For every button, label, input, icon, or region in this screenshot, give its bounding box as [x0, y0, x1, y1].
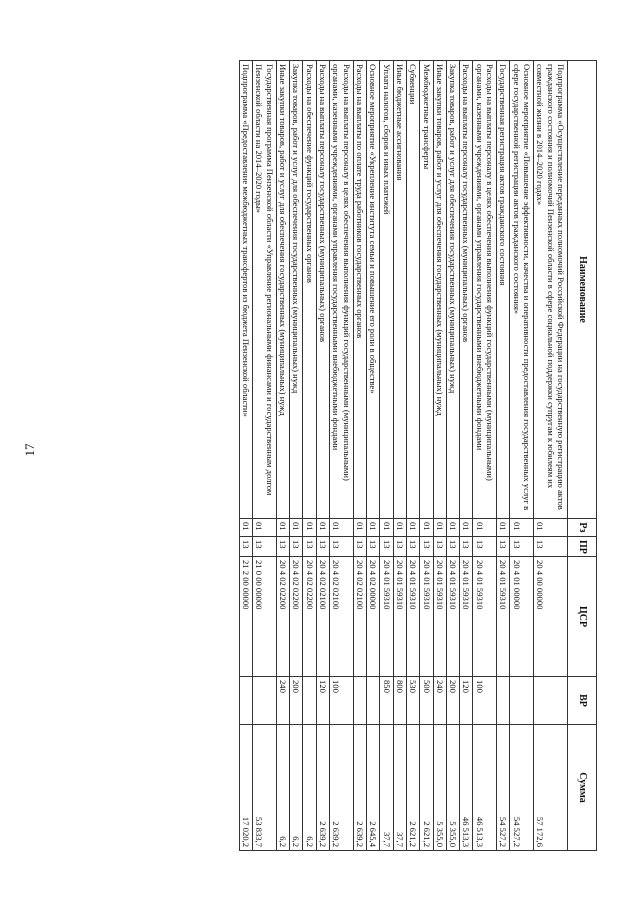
- cell-rz: 01: [510, 519, 534, 537]
- cell-sum: 46 513,3: [473, 725, 497, 851]
- cell-csr: 20 4 01 59310: [393, 557, 406, 677]
- cell-csr: 21 2 00 00000: [239, 557, 252, 677]
- cell-sum: 2 645,4: [367, 725, 380, 851]
- table-row: [253, 61, 277, 851]
- cell-pr: 13: [460, 537, 473, 557]
- cell-name: Расходы на выплаты персоналу государственных (муниципальных) органов: [460, 61, 473, 519]
- cell-vr: [510, 677, 534, 725]
- cell-name: Межбюджетные трансферты: [420, 61, 433, 519]
- cell-name: Основное мероприятие «Повышение эффективности, качества и оперативности предоставления государственных услуг в сфере государственной регистрации актов гражданского состояния»: [510, 61, 534, 519]
- cell-vr: 240: [433, 677, 446, 725]
- cell-pr: 13: [497, 537, 510, 557]
- cell-csr: 20 4 01 00000: [510, 557, 534, 677]
- cell-sum: 53 833,7: [253, 725, 277, 851]
- cell-name: Расходы на выплаты персоналу государственных (муниципальных) органов: [316, 61, 329, 519]
- cell-vr: [253, 677, 277, 725]
- cell-name: Подпрограмма «Предоставление межбюджетных трансфертов из бюджета Пензенской области»: [239, 61, 252, 519]
- cell-rz: 01: [353, 519, 366, 537]
- cell-rz: 01: [433, 519, 446, 537]
- cell-sum: 46 513,3: [460, 725, 473, 851]
- cell-name: Закупка товаров, работ и услуг для обеспечения государственных (муниципальных) нужд: [446, 61, 459, 519]
- cell-pr: 13: [303, 537, 316, 557]
- cell-pr: 13: [367, 537, 380, 557]
- cell-sum: 37,7: [393, 725, 406, 851]
- cell-csr: 20 4 01 59310: [380, 557, 393, 677]
- cell-name: Подпрограмма «Осуществление переданных полномочий Российской Федерации на государственную регистрацию актов гражданского состояния и полномочий Пензенской области в сфере социальной поддержки супругам к юбилеям их совместной жизни в 2014–2020 годах»: [534, 61, 568, 519]
- table-row: [460, 61, 473, 851]
- cell-vr: 100: [330, 677, 354, 725]
- cell-sum: 2 639,2: [330, 725, 354, 851]
- cell-pr: 13: [276, 537, 289, 557]
- table-row: [367, 61, 380, 851]
- cell-vr: [534, 677, 568, 725]
- cell-rz: 01: [380, 519, 393, 537]
- cell-rz: 01: [303, 519, 316, 537]
- cell-vr: [367, 677, 380, 725]
- cell-vr: [239, 677, 252, 725]
- cell-rz: 01: [446, 519, 459, 537]
- table-header-row: [568, 61, 597, 851]
- cell-pr: 13: [433, 537, 446, 557]
- cell-csr: 20 4 01 59310: [473, 557, 497, 677]
- table-row: [473, 61, 497, 851]
- cell-vr: [353, 677, 366, 725]
- cell-sum: 6,2: [276, 725, 289, 851]
- cell-rz: 01: [316, 519, 329, 537]
- cell-csr: 20 4 02 02200: [290, 557, 303, 677]
- cell-rz: 01: [460, 519, 473, 537]
- cell-rz: 01: [290, 519, 303, 537]
- cell-csr: 20 4 02 02100: [330, 557, 354, 677]
- table-row: [510, 61, 534, 851]
- cell-csr: 20 4 01 59310: [460, 557, 473, 677]
- budget-table: [239, 60, 597, 851]
- cell-vr: 100: [473, 677, 497, 725]
- cell-sum: 2 639,2: [316, 725, 329, 851]
- cell-vr: [497, 677, 510, 725]
- table-row: [433, 61, 446, 851]
- header-csr: ЦСР: [568, 557, 597, 677]
- cell-sum: 2 621,2: [420, 725, 433, 851]
- cell-vr: 120: [316, 677, 329, 725]
- cell-rz: 01: [420, 519, 433, 537]
- header-pr: ПР: [568, 537, 597, 557]
- cell-name: Иные закупки товаров, работ и услуг для обеспечения государственных (муниципальных) нужд: [276, 61, 289, 519]
- cell-pr: 13: [406, 537, 419, 557]
- cell-name: Субвенции: [406, 61, 419, 519]
- cell-vr: 240: [276, 677, 289, 725]
- cell-pr: 13: [420, 537, 433, 557]
- cell-csr: 20 4 01 59310: [420, 557, 433, 677]
- cell-sum: 6,2: [303, 725, 316, 851]
- cell-sum: 2 621,2: [406, 725, 419, 851]
- cell-csr: 20 4 02 02200: [276, 557, 289, 677]
- cell-name: Иные закупки товаров, работ и услуг для обеспечения государственных (муниципальных) нужд: [433, 61, 446, 519]
- cell-sum: 5 355,0: [446, 725, 459, 851]
- table-row: [446, 61, 459, 851]
- cell-sum: 5 355,0: [433, 725, 446, 851]
- cell-name: Расходы на обеспечение функций государственных органов: [303, 61, 316, 519]
- cell-name: Государственная регистрация актов гражданского состояния: [497, 61, 510, 519]
- cell-csr: 21 0 00 00000: [253, 557, 277, 677]
- header-vr: ВР: [568, 677, 597, 725]
- cell-rz: 01: [534, 519, 568, 537]
- cell-pr: 13: [353, 537, 366, 557]
- table-row: [276, 61, 289, 851]
- header-rz: Рз: [568, 519, 597, 537]
- table-row: [239, 61, 252, 851]
- cell-csr: 20 4 02 02200: [303, 557, 316, 677]
- cell-sum: 2 639,2: [353, 725, 366, 851]
- cell-pr: 13: [393, 537, 406, 557]
- table-row: [330, 61, 354, 851]
- cell-rz: 01: [473, 519, 497, 537]
- cell-name: Иные бюджетные ассигнования: [393, 61, 406, 519]
- cell-pr: 13: [473, 537, 497, 557]
- cell-vr: 500: [420, 677, 433, 725]
- cell-name: Основное мероприятие «Укрепление института семьи и повышение его роли в обществе»: [367, 61, 380, 519]
- cell-csr: 20 4 02 00000: [367, 557, 380, 677]
- cell-name: Уплата налогов, сборов и иных платежей: [380, 61, 393, 519]
- cell-pr: 13: [380, 537, 393, 557]
- cell-sum: 37,7: [380, 725, 393, 851]
- cell-vr: 800: [393, 677, 406, 725]
- table-row: [497, 61, 510, 851]
- cell-sum: 17 020,2: [239, 725, 252, 851]
- cell-name: Закупка товаров, работ и услуг для обеспечения государственных (муниципальных) нужд: [290, 61, 303, 519]
- header-sum: Сумма: [568, 725, 597, 851]
- table-body: [239, 61, 567, 851]
- cell-vr: 200: [290, 677, 303, 725]
- cell-sum: 54 527,2: [510, 725, 534, 851]
- cell-rz: 01: [393, 519, 406, 537]
- table-row: [380, 61, 393, 851]
- cell-pr: 13: [239, 537, 252, 557]
- cell-sum: 57 172,6: [534, 725, 568, 851]
- cell-pr: 13: [330, 537, 354, 557]
- cell-sum: 6,2: [290, 725, 303, 851]
- table-row: [353, 61, 366, 851]
- cell-rz: 01: [330, 519, 354, 537]
- cell-vr: 200: [446, 677, 459, 725]
- table-row: [406, 61, 419, 851]
- cell-csr: 20 4 02 02100: [316, 557, 329, 677]
- cell-csr: 20 4 01 59310: [446, 557, 459, 677]
- table-row: [420, 61, 433, 851]
- cell-rz: 01: [276, 519, 289, 537]
- table-row: [316, 61, 329, 851]
- cell-vr: 850: [380, 677, 393, 725]
- cell-name: Государственная программа Пензенской области «Управление региональными финансами и государственным долгом Пензенской области на 2014–2020 годы»: [253, 61, 277, 519]
- cell-name: Расходы на выплаты персоналу в целях обеспечения выполнения функций государственными (муниципальными) органами, казенными учреждениями, органами управления государственными внебюджетными фондами: [330, 61, 354, 519]
- rotated-page-content: [77, 60, 597, 850]
- table-row: [290, 61, 303, 851]
- cell-rz: 01: [253, 519, 277, 537]
- cell-csr: 20 4 01 59310: [406, 557, 419, 677]
- cell-pr: 13: [510, 537, 534, 557]
- page-number: 17: [22, 443, 37, 457]
- cell-name: Расходы на выплаты по оплате труда работников государственных органов: [353, 61, 366, 519]
- cell-sum: 54 527,2: [497, 725, 510, 851]
- cell-name: Расходы на выплаты персоналу в целях обеспечения выполнения функций государственными (муниципальными) органами, казенными учреждениями, органами управления государственными внебюджетными фондами: [473, 61, 497, 519]
- cell-csr: 20 4 00 00000: [534, 557, 568, 677]
- cell-rz: 01: [367, 519, 380, 537]
- cell-pr: 13: [446, 537, 459, 557]
- cell-pr: 13: [290, 537, 303, 557]
- cell-vr: 530: [406, 677, 419, 725]
- cell-vr: [303, 677, 316, 725]
- header-name: Наименование: [568, 61, 597, 519]
- cell-csr: 20 4 01 59310: [433, 557, 446, 677]
- cell-pr: 13: [316, 537, 329, 557]
- table-row: [303, 61, 316, 851]
- table-row: [534, 61, 568, 851]
- cell-csr: 20 4 01 59310: [497, 557, 510, 677]
- cell-pr: 13: [534, 537, 568, 557]
- cell-vr: 120: [460, 677, 473, 725]
- cell-pr: 13: [253, 537, 277, 557]
- cell-rz: 01: [406, 519, 419, 537]
- cell-csr: 20 4 02 02100: [353, 557, 366, 677]
- table-row: [393, 61, 406, 851]
- cell-rz: 01: [497, 519, 510, 537]
- cell-rz: 01: [239, 519, 252, 537]
